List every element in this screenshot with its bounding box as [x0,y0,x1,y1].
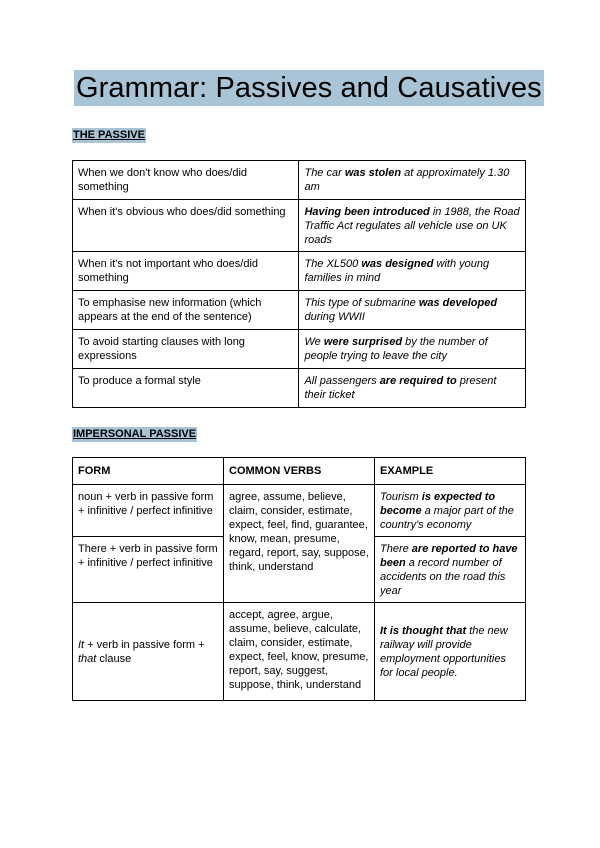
table-row [73,200,526,252]
example-cell: This type of submarine was developed during WWII [299,291,526,330]
example-cell: It is thought that the new railway will provide employment opportunities for local people. [375,603,526,701]
table-row [73,252,526,291]
example-cell: The XL500 was designed with young families in mind [299,252,526,291]
passive-heading: THE PASSIVE [73,129,145,141]
example-cell: We were surprised by the number of people trying to leave the city [299,330,526,369]
example-cell: Tourism is expected to become a major part of the country's economy [375,485,526,537]
example-cell: All passengers are required to present their ticket [299,369,526,408]
use-cell: When it's not important who does/did something [73,252,299,291]
header-form: FORM [73,458,224,485]
table-row [73,291,526,330]
form-cell: It + verb in passive form + that clause [73,603,224,701]
table-row [73,369,526,408]
table-header-row [73,458,526,485]
impersonal-passive-table [72,457,526,701]
table-row [73,485,526,537]
page-title: Grammar: Passives and Causatives [76,72,542,104]
example-cell: The car was stolen at approximately 1.30 am [299,161,526,200]
verbs-cell: agree, assume, believe, claim, consider, estimate, expect, feel, find, guarantee, know, mean, presume, regard, report, say, suppose, think, understand [224,485,375,603]
table-row [73,603,526,701]
table-row [73,161,526,200]
use-cell: When it's obvious who does/did something [73,200,299,252]
verbs-cell: accept, agree, argue, assume, believe, calculate, claim, consider, estimate, expect, feel, know, presume, report, say, suggest, suppose, think, understand [224,603,375,701]
use-cell: To avoid starting clauses with long expressions [73,330,299,369]
use-cell: To produce a formal style [73,369,299,408]
impersonal-passive-heading: IMPERSONAL PASSIVE [73,428,197,440]
table-row [73,330,526,369]
header-common-verbs: COMMON VERBS [224,458,375,485]
example-cell: There are reported to have been a record number of accidents on the road this year [375,537,526,603]
use-cell: To emphasise new information (which appears at the end of the sentence) [73,291,299,330]
passive-table [72,160,526,408]
form-cell: There + verb in passive form + infinitive / perfect infinitive [73,537,224,603]
form-cell: noun + verb in passive form + infinitive / perfect infinitive [73,485,224,537]
example-cell: Having been introduced in 1988, the Road Traffic Act regulates all vehicle use on UK roads [299,200,526,252]
use-cell: When we don't know who does/did something [73,161,299,200]
header-example: EXAMPLE [375,458,526,485]
